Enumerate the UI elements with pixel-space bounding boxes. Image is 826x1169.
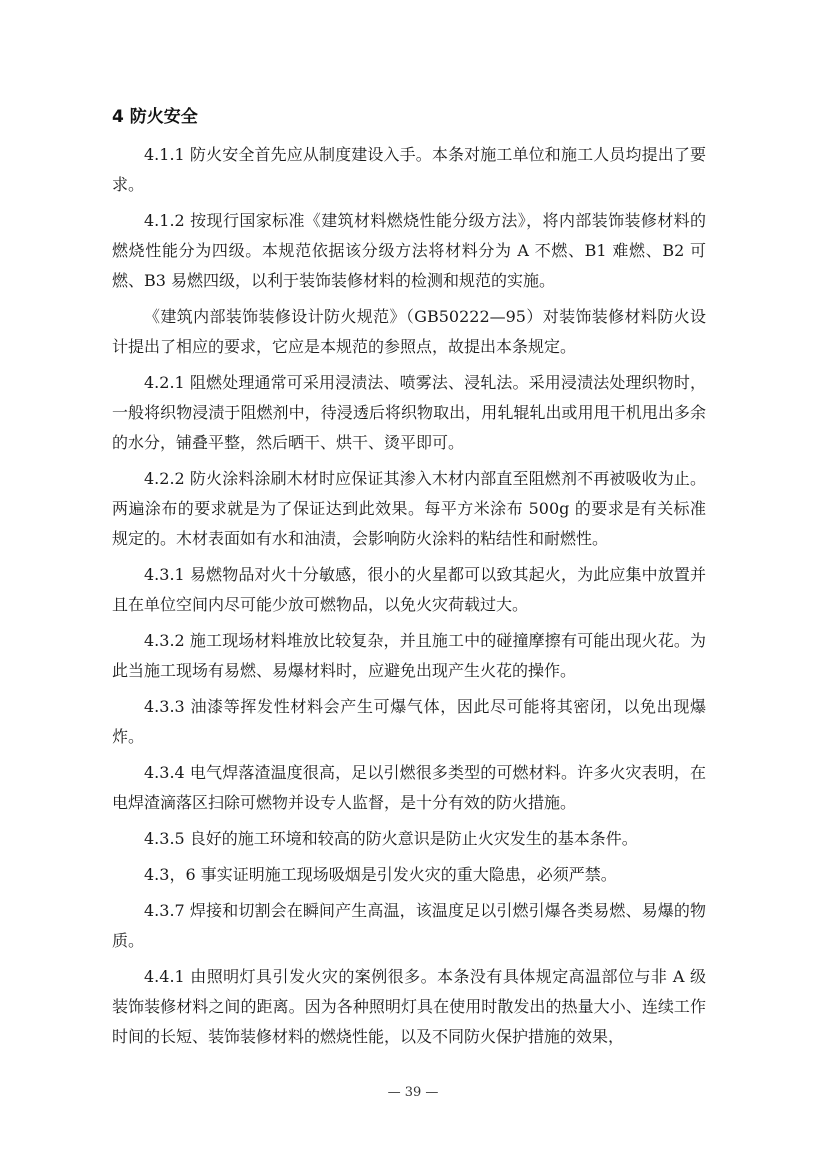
paragraph-4-1-1: 4.1.1 防火安全首先应从制度建设入手。本条对施工单位和施工人员均提出了要求。 xyxy=(112,145,706,194)
paragraph-4-3-6: 4.3，6 事实证明施工现场吸烟是引发火灾的重大隐患，必须严禁。 xyxy=(144,865,617,884)
paragraph-4-3-5: 4.3.5 良好的施工环境和较高的防火意识是防止火灾发生的基本条件。 xyxy=(144,829,638,848)
paragraph-4-3-4: 4.3.4 电气焊落渣温度很高，足以引燃很多类型的可燃材料。许多火灾表明，在电焊渣滴落区扫除可燃物并设专人监督，是十分有效的防火措施。 xyxy=(112,763,706,812)
paragraph-4-2-2: 4.2.2 防火涂料涂刷木材时应保证其渗入木材内部直至阻燃剂不再被吸收为止。两遍涂布的要求就是为了保证达到此效果。每平方米涂布 500g 的要求是有关标准规定的。木材表面如有水和油渍，会影响防火涂料的粘结性和耐燃性。 xyxy=(112,469,706,548)
paragraph-4-1-2: 4.1.2 按现行国家标准《建筑材料燃烧性能分级方法》，将内部装饰装修材料的燃烧性能分为四级。本规范依据该分级方法将材料分为 A 不燃、B1 难燃、B2 可燃、B3 易燃四级，以利于装饰装修材料的检测和规范的实施。 xyxy=(112,211,706,290)
paragraph-4-3-7: 4.3.7 焊接和切割会在瞬间产生高温，该温度足以引燃引爆各类易燃、易爆的物质。 xyxy=(112,901,706,950)
page-number: — 39 — xyxy=(387,1085,439,1100)
paragraph-4-4-1: 4.4.1 由照明灯具引发火灾的案例很多。本条没有具体规定高温部位与非 A 级装饰装修材料之间的距离。因为各种照明灯具在使用时散发出的热量大小、连续工作时间的长短、装饰装修材料的燃烧性能，以及不同防火保护措施的效果， xyxy=(112,967,706,1046)
paragraph-4-2-1: 4.2.1 阻燃处理通常可采用浸渍法、喷雾法、浸轧法。采用浸渍法处理织物时，一般将织物浸渍于阻燃剂中，待浸透后将织物取出，用轧辊轧出或用甩干机甩出多余的水分，铺叠平整，然后晒干、烘干、烫平即可。 xyxy=(112,373,706,452)
section-title: 4 防火安全 xyxy=(112,107,198,127)
paragraph-4-3-3: 4.3.3 油漆等挥发性材料会产生可爆气体，因此尽可能将其密闭，以免出现爆炸。 xyxy=(112,697,706,746)
document-body xyxy=(112,104,706,1058)
paragraph-4-3-1: 4.3.1 易燃物品对火十分敏感，很小的火星都可以致其起火，为此应集中放置并且在单位空间内尽可能少放可燃物品，以免火灾荷载过大。 xyxy=(112,565,706,614)
paragraph-4-1-2-note: 《建筑内部装饰装修设计防火规范》（GB50222—95）对装饰装修材料防火设计提出了相应的要求，它应是本规范的参照点，故提出本条规定。 xyxy=(112,307,706,356)
paragraph-4-3-2: 4.3.2 施工现场材料堆放比较复杂，并且施工中的碰撞摩擦有可能出现火花。为此当施工现场有易燃、易爆材料时，应避免出现产生火花的操作。 xyxy=(112,631,706,680)
